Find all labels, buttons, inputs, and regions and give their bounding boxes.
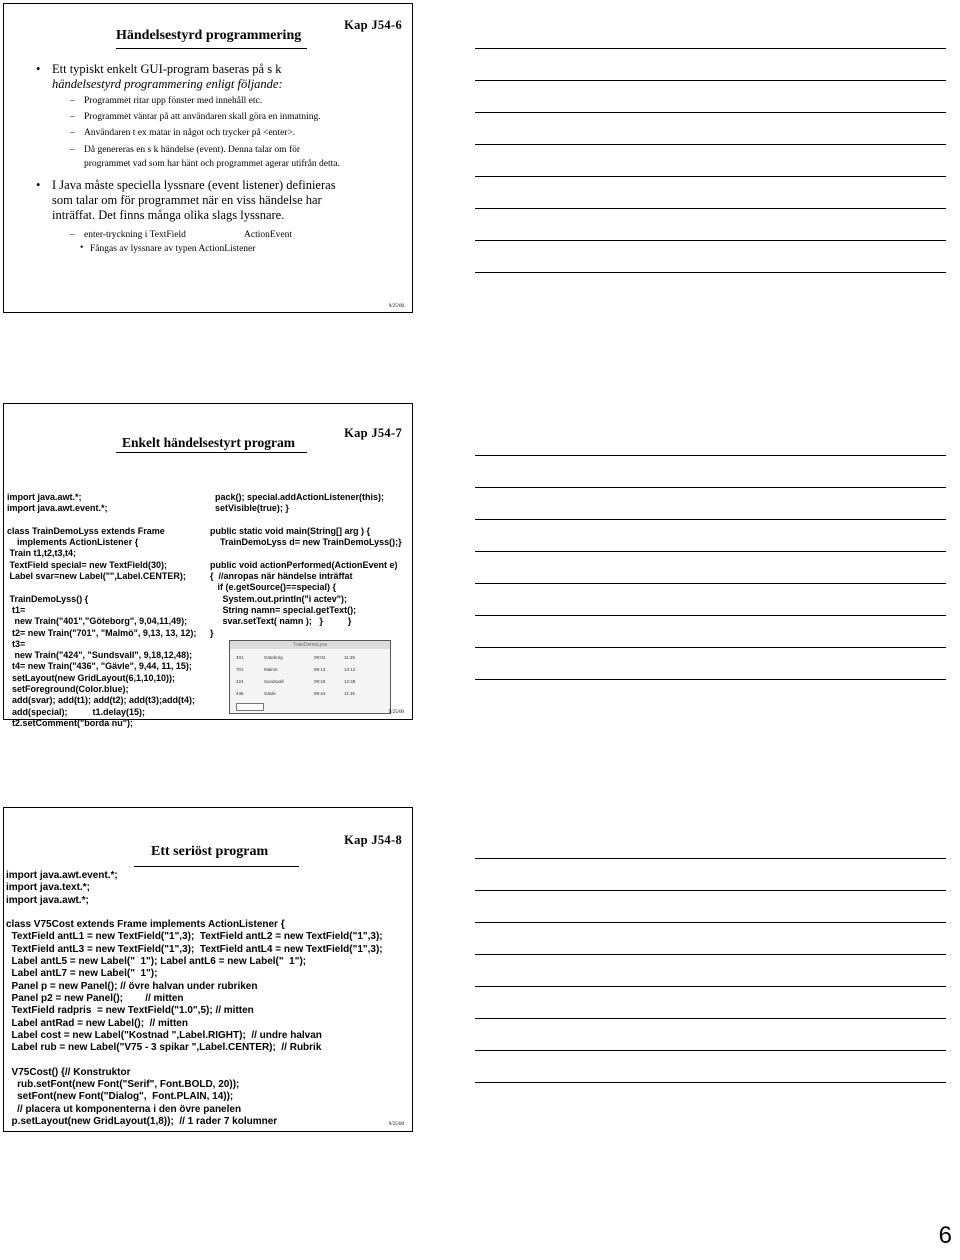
- train-time: 12:48: [344, 679, 356, 684]
- slide-date: 9/25/00: [388, 304, 404, 309]
- window-title: TrainDemoLyss: [230, 641, 390, 649]
- bullet-text-line: Ett typiskt enkelt GUI-program baseras på s k: [52, 62, 282, 76]
- train-time: 09:04: [314, 655, 326, 660]
- bullet-text-line: inträffat. Det finns många olika slags lyssnare.: [52, 208, 285, 222]
- slide-date: 9/25/00: [388, 710, 404, 715]
- bullet-text-line: händelsestyrd programmering enligt följande:: [52, 77, 283, 91]
- code-right-column: pack(); special.addActionListener(this); setVisible(true); } public static void main(String[] arg ) { TrainDemoLyss d= new TrainDemoLyss();} public void actionPerformed(ActionEvent e) { //anropas när händelse inträffat if (e.getSource()==special) { System.out.println("i actev"); String namn= special.getText(); svar.setText( namn ); } } }: [210, 492, 402, 638]
- chapter-label: Kap J54-7: [344, 426, 402, 440]
- train-number: 401: [236, 655, 244, 660]
- train-row: [234, 666, 386, 673]
- train-row: [234, 654, 386, 661]
- slide-title: Enkelt händelsestyrt program: [122, 435, 296, 450]
- bullet-gui-program: [36, 62, 392, 92]
- bullet-marker: •: [36, 62, 41, 76]
- sub-item-text: Programmet väntar på att användaren skall göra en inmatning.: [84, 112, 321, 122]
- sub-sub-item: [80, 243, 256, 254]
- sub-item-text: ActionEvent: [244, 230, 293, 240]
- sub-sub-item-text: Fångas av lyssnare av typen ActionListener: [90, 244, 256, 254]
- dash-marker: –: [70, 145, 75, 155]
- train-time: 09:13: [314, 667, 326, 672]
- sub-item-text: Användaren t ex matar in något och trycker på <enter>.: [84, 128, 296, 138]
- bullet-marker: •: [80, 243, 84, 253]
- program-window-screenshot: [229, 640, 391, 714]
- dash-marker: –: [70, 128, 75, 138]
- title-underline: [134, 866, 299, 867]
- train-row: [234, 690, 386, 697]
- train-destination: Malmö: [264, 667, 278, 672]
- sub-item: [70, 110, 404, 124]
- bullet-java-listeners: [36, 178, 392, 223]
- sub-item-text: Programmet ritar upp fönster med innehåll etc.: [84, 96, 263, 106]
- train-number: 424: [236, 679, 244, 684]
- slide-title: Händelsestyrd programmering: [116, 28, 302, 43]
- train-destination: Göteborg: [264, 655, 283, 660]
- sub-item-text: programmet vad som har hänt och programmet agerar utifrån detta.: [84, 159, 340, 169]
- code-left-column: import java.awt.*; import java.awt.event.*; class TrainDemoLyss extends Frame implements ActionListener { Train t1,t2,t3,t4; TextField special= new TextField(30); Label svar=new Label("",Label.CENTER); TrainDemoLyss() { t1= new Train("401","Göteborg", 9,04,11,49); t2= new Train("701", "Malmö", 9,13, 13, 12); t3= new Train("424", "Sundsvall", 9,18,12,48); t4= new Train("436", "Gävle", 9,44, 11, 15); setLayout(new GridLayout(6,1,10,10)); setForeground(Color.blue); add(svar); add(t1); add(t2); add(t3);add(t4); add(special); t1.delay(15); t2.setComment("borda nu");: [7, 492, 197, 728]
- train-time: 13:12: [344, 667, 356, 672]
- bullet-text-line: som talar om för programmet när en viss händelse har: [52, 193, 322, 207]
- train-time: 11:15: [344, 691, 355, 696]
- slide-handelsestyrd-programmering: [3, 3, 413, 313]
- dash-marker: –: [70, 96, 75, 106]
- sub-item: [70, 228, 404, 242]
- code-block: import java.awt.event.*; import java.text.*; import java.awt.*; class V75Cost extends Frame implements ActionListener { TextField antL1 = new TextField("1",3); TextField antL2 = new TextField("1",3); TextField antL3 = new TextField("1",3); TextField antL4 = new TextField("1",3); Label antL5 = new Label(" 1"); Label antL6 = new Label(" 1"); Label antL7 = new Label(" 1"); Panel p = new Panel(); // övre halvan under rubriken Panel p2 = new Panel(); // mitten TextField radpris = new TextField("1.0",5); // mitten Label antRad = new Label(); // mitten Label cost = new Label("Kostnad ",Label.RIGHT); // undre halvan Label rub = new Label("V75 - 3 spikar ",Label.CENTER); // Rubrik V75Cost() {// Konstruktor rub.setFont(new Font("Serif", Font.BOLD, 20)); setFont(new Font("Dialog", Font.PLAIN, 14)); // placera ut komponenterna i den övre panelen p.setLayout(new GridLayout(1,8)); // 1 rader 7 kolumner: [6, 870, 383, 1127]
- train-number: 701: [236, 667, 244, 672]
- train-destination: Sundsvall: [264, 679, 284, 684]
- train-time: 11:49: [344, 655, 355, 660]
- slide-date: 9/25/00: [388, 1122, 404, 1127]
- train-row: [234, 678, 386, 685]
- page-number: 6: [938, 1222, 952, 1249]
- title-underline: [116, 48, 307, 49]
- train-number: 436: [236, 691, 244, 696]
- sub-item: [70, 126, 404, 140]
- bullet-text-line: I Java måste speciella lyssnare (event listener) definieras: [52, 178, 336, 192]
- slide-enkelt-handelsestyrt-program: [3, 403, 413, 728]
- train-time: 09:18: [314, 679, 326, 684]
- chapter-label: Kap J54-6: [344, 18, 402, 32]
- dash-marker: –: [70, 112, 75, 122]
- bullet-marker: •: [36, 178, 41, 192]
- sub-item-text: Då genereras en s k händelse (event). Denna talar om för: [84, 145, 301, 155]
- chapter-label: Kap J54-8: [344, 833, 402, 847]
- title-underline: [116, 452, 307, 453]
- train-destination: Gävle: [264, 691, 276, 696]
- sub-item-text: enter-tryckning i TextField: [84, 230, 186, 240]
- sub-item: [70, 143, 404, 171]
- special-textfield[interactable]: [236, 703, 264, 711]
- slide-ett-seriost-program: [3, 807, 413, 1132]
- sub-item: [70, 94, 404, 108]
- train-time: 09:44: [314, 691, 326, 696]
- dash-marker: –: [70, 230, 75, 240]
- slide-title: Ett seriöst program: [151, 844, 269, 859]
